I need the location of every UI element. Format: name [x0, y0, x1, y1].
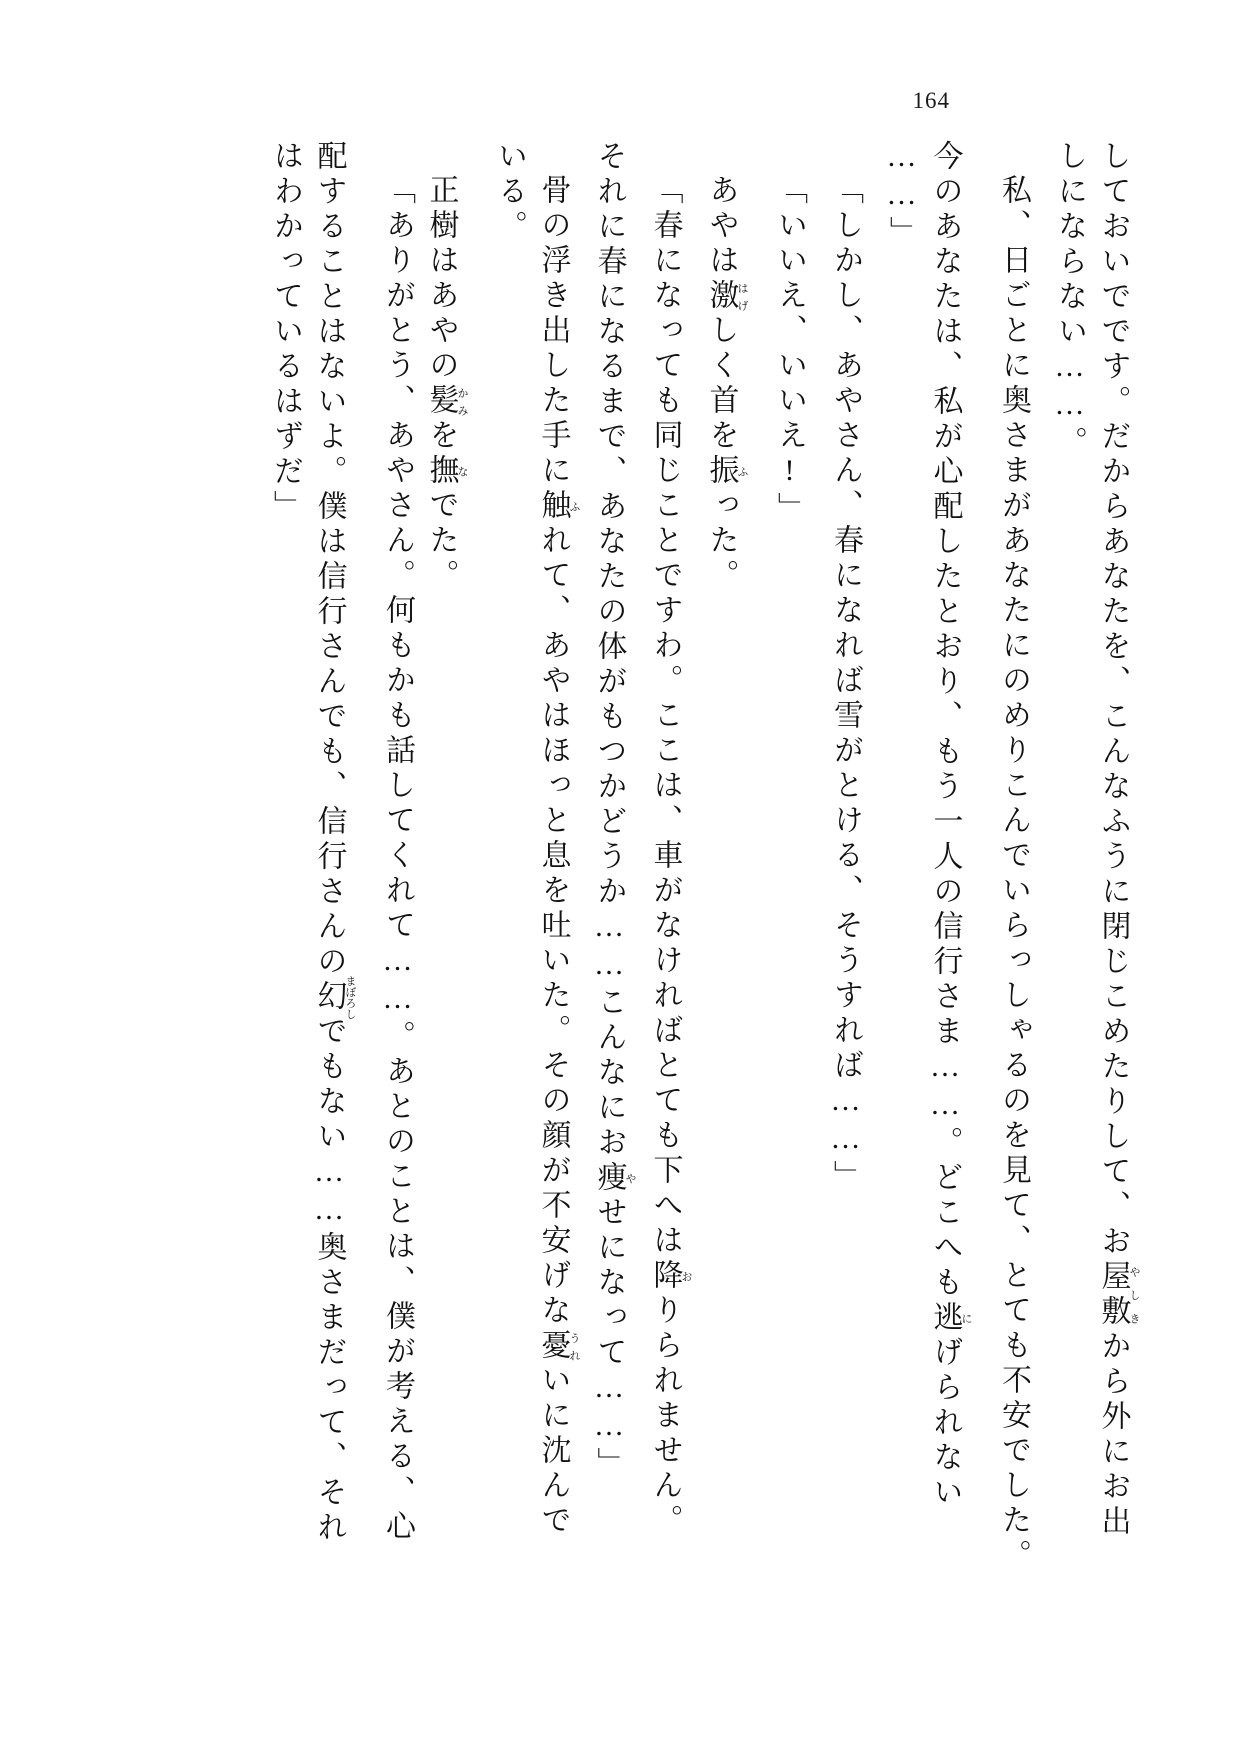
ruby-ure: 憂うれ — [536, 1329, 580, 1364]
text-line: 「ありがとう、あやさん。何もかも話してくれて……。あとのことは、僕が考える、心 — [381, 174, 414, 1545]
ruby-yashiki: 屋敷やしき — [1096, 1260, 1140, 1330]
text-line: あやは激はげしく首を振ふった。 — [704, 174, 748, 594]
text-line: 配することはないよ。僕は信行さんでも、信行さんの幻まぼろしでもない……奥さまだって、それ — [312, 140, 356, 1546]
ruby-ya: 痩や — [592, 1161, 636, 1196]
ruby-na: 撫な — [424, 454, 468, 489]
ruby-hage: 激はげ — [704, 279, 748, 314]
text-line: それに春になるまで、あなたの体がもつかどうか……こんなにお痩やせになって……」 — [592, 140, 636, 1482]
text-line: 「しかし、あやさん、春になれば雪がとける、そうすれば……」 — [829, 174, 862, 1195]
ruby-fure: 触ふ — [536, 489, 580, 524]
ruby-fu: 振ふ — [704, 454, 748, 489]
ruby-nige: 逃に — [928, 1301, 972, 1336]
text-line: はわかっているはずだ」 — [269, 140, 302, 525]
text-line: 骨の浮き出した手に触ふれて、あやはほっと息を吐いた。その顔が不安げな憂うれいに沈んで — [536, 174, 580, 1539]
text-line: 今のあなたは、私が心配したとおり、もう一人の信行さま……。どこへも逃にげられない — [928, 140, 972, 1511]
text-line: 「春になっても同じことですわ。ここは、車がなければとても下へは降おりられません。 — [648, 174, 692, 1539]
text-line: 正樹はあやの髪かみを撫なでた。 — [424, 174, 468, 594]
text-line: 私、日ごとに奥さまがあなたにのめりこんでいらっしゃるのを見て、とても不安でした。 — [997, 174, 1030, 1574]
page-number: 164 — [912, 88, 950, 113]
ruby-maboroshi: 幻まぼろし — [312, 975, 356, 1020]
ruby-o: 降お — [648, 1259, 692, 1294]
text-line: しておいでです。だからあなたを、こんなふうに閉じこめたりして、お屋敷やしきから外にお出 — [1096, 140, 1140, 1540]
text-line: 「いいえ、いいえ!」 — [773, 174, 806, 527]
text-line: いる。 — [493, 140, 526, 245]
ruby-kami: 髪かみ — [424, 384, 468, 419]
text-line: しにならない……。 — [1053, 140, 1086, 461]
text-line: ……」 — [885, 140, 918, 251]
vertical-text-body — [100, 140, 1140, 1574]
